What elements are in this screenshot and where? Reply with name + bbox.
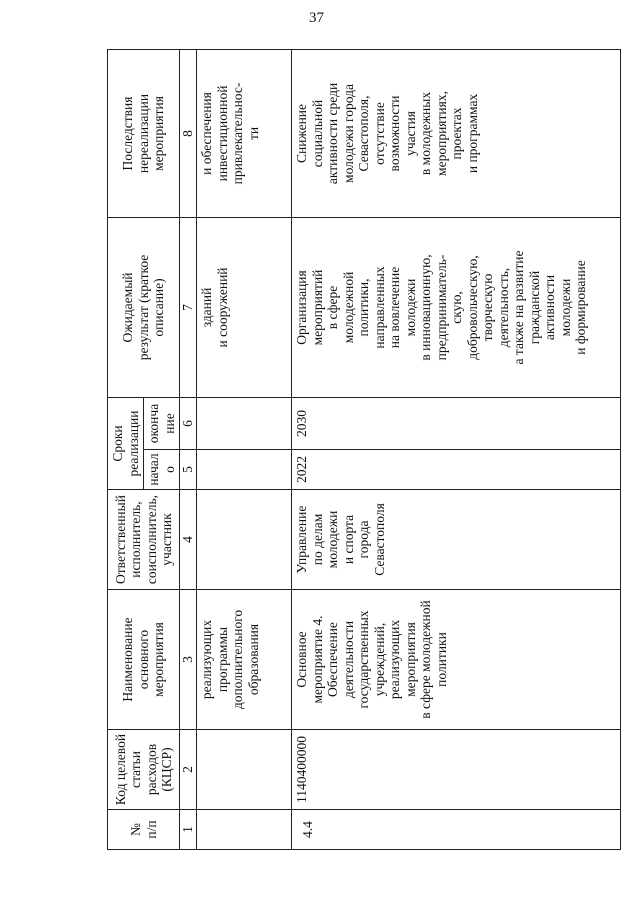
text-line: ти: [245, 126, 261, 141]
col-number: 8: [180, 49, 197, 217]
text-line: деятельности: [340, 620, 356, 699]
text-line: активности: [542, 274, 557, 341]
text-line: Код целевой: [112, 733, 128, 806]
text-line: результат (краткое: [135, 254, 151, 361]
header-responsible: [108, 490, 180, 590]
text-line: мероприятия: [402, 622, 418, 697]
text-line: соисполнитель,: [143, 494, 159, 585]
text-line: Обеспечение: [325, 622, 340, 697]
text-line: статьи: [128, 751, 143, 788]
page-number: 37: [309, 10, 324, 26]
cell-responsible: [197, 490, 292, 590]
header-consequences: [108, 49, 180, 217]
header-end: окончание: [144, 397, 180, 449]
text-line: участия: [402, 111, 418, 156]
text-line: на вовлечение: [387, 266, 402, 349]
text-line: по делам: [309, 513, 325, 566]
col-number: 1: [180, 810, 197, 850]
text-line: привлекательнос-: [230, 82, 245, 185]
cell-consequences: [292, 49, 621, 217]
text-line: мероприятия: [151, 622, 167, 697]
text-line: активности среди: [325, 82, 340, 185]
text-line: дополнительного: [230, 609, 245, 710]
text-line: добровольческую,: [464, 255, 480, 360]
text-line: Наименование: [120, 617, 136, 702]
text-line: инвестиционной: [214, 85, 230, 182]
text-line: образования: [245, 623, 261, 696]
text-line: проектах: [449, 107, 464, 160]
cell-code: [197, 730, 292, 810]
header-terms: Сроки реализации: [108, 397, 144, 489]
text-line: отсутствие: [371, 102, 387, 165]
text-line: политики,: [356, 278, 371, 337]
text-line: и спорта: [340, 514, 356, 565]
text-line: молодежной: [340, 271, 356, 344]
cell-result: [197, 217, 292, 397]
text-line: мероприятий: [309, 269, 325, 346]
text-line: расходов: [143, 743, 159, 796]
cell-consequences: [197, 49, 292, 217]
header-result: [108, 217, 180, 397]
text-line: п/п: [143, 820, 159, 839]
text-line: возможности: [387, 95, 402, 172]
text-line: молодежи: [325, 510, 340, 569]
text-line: молодежи: [402, 278, 418, 337]
cell-name: [197, 590, 292, 730]
text-line: гражданской: [526, 270, 542, 345]
text-line: Севастополя,: [356, 95, 371, 172]
text-line: в молодежных: [418, 91, 433, 176]
text-line: Организация: [294, 270, 309, 345]
cell-start: 2022: [292, 450, 621, 490]
col-number: 7: [180, 217, 197, 397]
cell-result: [292, 217, 621, 397]
cell-code: 1140400000: [292, 730, 621, 810]
col-number: 2: [180, 730, 197, 810]
text-line: Последствия: [120, 96, 136, 171]
rotated-table-container: [107, 50, 621, 850]
text-line: политики: [433, 632, 449, 687]
col-number: 6: [180, 397, 197, 449]
text-line: (КЦСР): [159, 747, 174, 792]
text-line: в сфере: [325, 285, 340, 330]
text-line: города: [356, 520, 371, 559]
header-name: [108, 590, 180, 730]
text-line: описание): [151, 278, 167, 337]
text-line: молодежи: [557, 278, 573, 337]
cell-name: [292, 590, 621, 730]
text-line: программы: [214, 626, 230, 693]
text-line: основного: [135, 629, 151, 690]
text-line: реализующих: [387, 619, 402, 700]
column-numbers-row: [180, 49, 197, 849]
text-line: Севастополя: [371, 503, 387, 576]
measures-table: [107, 49, 621, 850]
text-line: Управление: [294, 505, 309, 574]
cell-responsible: [292, 490, 621, 590]
cell-start: [197, 450, 292, 490]
text-line: государственных: [356, 610, 371, 709]
text-line: мероприятие 4.: [309, 615, 325, 704]
text-line: мероприятиях,: [433, 91, 449, 176]
col-number: 5: [180, 450, 197, 490]
cell-n: [197, 810, 292, 850]
text-line: социальной: [309, 99, 325, 168]
text-line: Ответственный: [112, 495, 128, 584]
text-line: учреждений,: [371, 622, 387, 697]
header-n: [108, 810, 180, 850]
text-line: Основное: [294, 631, 309, 688]
text-line: мероприятия: [151, 96, 167, 171]
cell-n: 4.4: [292, 810, 621, 850]
text-line: деятельность,: [495, 267, 511, 348]
text-line: исполнитель,: [128, 501, 143, 578]
text-line: и обеспечения: [199, 92, 214, 175]
text-line: в сфере молодежной: [418, 600, 433, 719]
text-line: скую,: [449, 291, 464, 324]
text-line: Ожидаемый: [120, 272, 136, 343]
text-line: молодежи города: [340, 84, 356, 183]
col-number: 4: [180, 490, 197, 590]
text-line: а также на развитие: [511, 250, 526, 365]
table-row: [197, 49, 292, 849]
header-start: начало: [144, 450, 180, 490]
text-line: зданий: [199, 287, 214, 328]
cell-end: 2030: [292, 397, 621, 449]
text-line: реализующих: [199, 619, 214, 700]
col-number: 3: [180, 590, 197, 730]
cell-end: [197, 397, 292, 449]
text-line: направленных: [371, 266, 387, 349]
text-line: и формирование: [573, 260, 588, 355]
text-line: предприниматель-: [433, 254, 449, 361]
text-line: №: [128, 823, 143, 836]
text-line: и сооружений: [214, 267, 230, 348]
text-line: участник: [159, 513, 174, 566]
text-line: в инновационную,: [418, 254, 433, 361]
text-line: нереализации: [135, 93, 151, 174]
table-row: [292, 49, 621, 849]
header-code: [108, 730, 180, 810]
text-line: Снижение: [294, 103, 309, 164]
text-line: творческую: [480, 273, 495, 342]
text-line: и программах: [464, 93, 480, 174]
